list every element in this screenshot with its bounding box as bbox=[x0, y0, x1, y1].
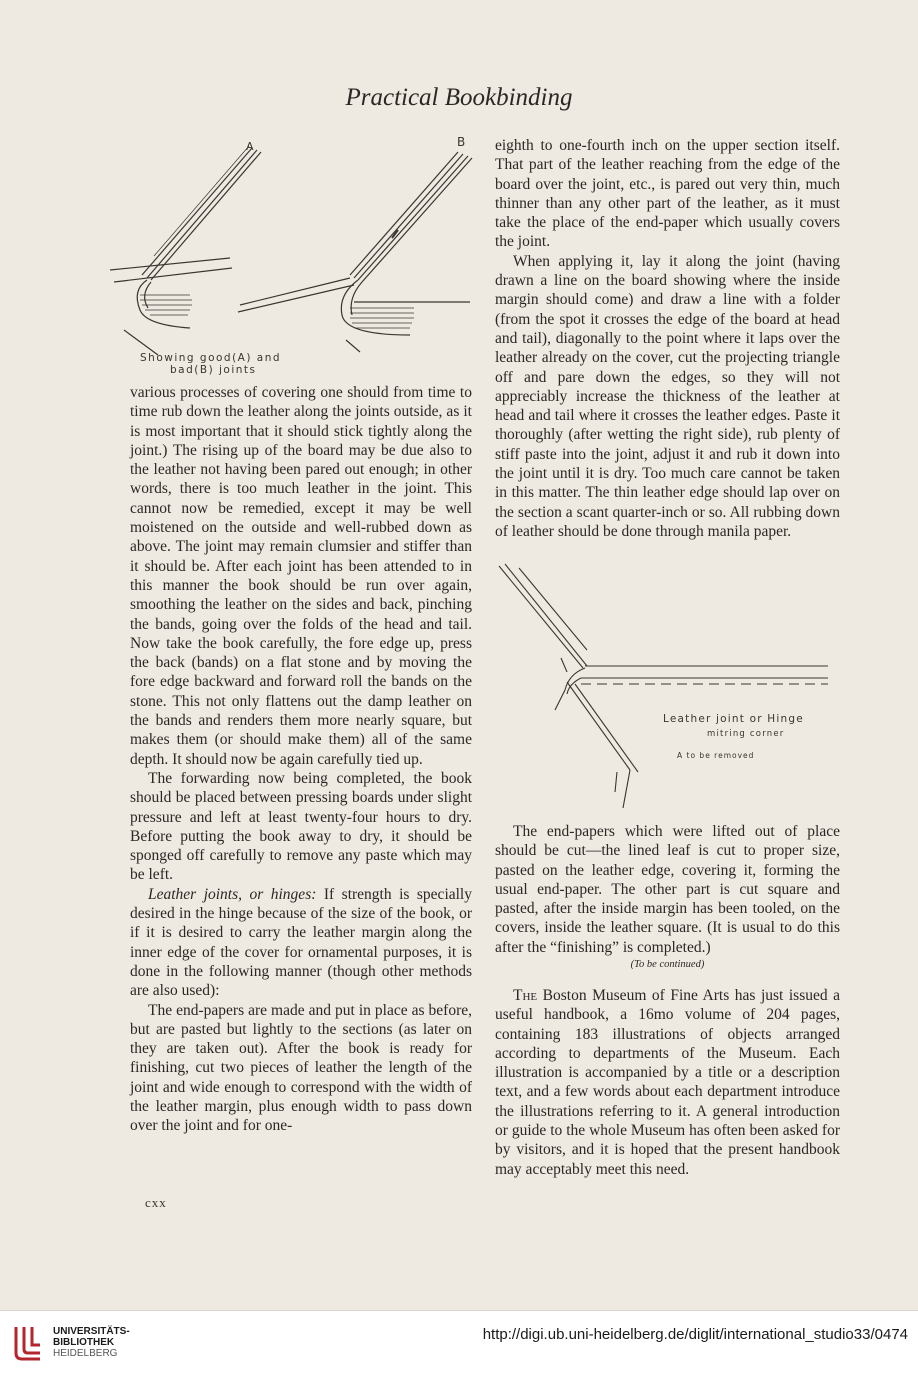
left-paragraph-4: The end-papers are made and put in place as before, but are pasted but lightly to the sections (as later on they are taken out). After the book is ready for finishing, cut two pieces of leather the length of the joint and wide enough to correspond with the width of the leather margin, plus enough width to pass down over the joint and for one- bbox=[130, 1001, 472, 1135]
footer-bar bbox=[0, 1310, 918, 1375]
left-column bbox=[130, 383, 472, 1136]
news-text: Boston Museum of Fine Arts has just issued a useful handbook, a 16mo volume of 204 pages, containing 183 illustrations of objects arranged according to departments of the Museum. Each illustration is accompanied by a title or a description text, and a few words about each department introduce the illustrations referring to it. A general introduction or guide to the whole Museum has often been asked for by visitors, and it is hoped that the present handbook may acceptably meet this need. bbox=[495, 987, 841, 1178]
right-column-top bbox=[495, 136, 840, 541]
left-paragraph-2: The forwarding now being completed, the book should be placed between pressing boards under slight pressure and left at least twenty-four hours to dry. Before putting the book away to dry, it should be sponged off carefully to remove any paste which may be left. bbox=[130, 769, 472, 884]
figure-mitring-diagram bbox=[495, 560, 840, 815]
institution-line2: BIBLIOTHEK bbox=[53, 1337, 115, 1348]
figure2-caption-line2: mitring corner bbox=[707, 729, 785, 739]
left-paragraph-1: various processes of covering one should from time to time rub down the leather along the joints outside, as it is most important that it should stick tightly along the joint.) The rising up of the board may be due also to the leather not having been pared out enough; in other words, there is too much leather in the joint. This cannot now be remedied, except it may be well moistened on the outside and well-rubbed down as above. The joint may remain clumsier and stiffer than it should be. After each joint has been attended to in this manner the book should be run over again, smoothing the leather on the sides and back, pinching the bands, going over the folds of the head and tail. Now take the book carefully, the fore edge up, press the back (bands) on a flat stone and by moving the fore edge backward and forward roll the bands on the stone. This not only flattens out the damp leather on the bands and renders them more nearly square, but makes them (or should make them) all of the same depth. It should now be again carefully tied up. bbox=[130, 384, 472, 768]
figure2-caption-line1: Leather joint or Hinge bbox=[663, 713, 804, 725]
library-logo-icon bbox=[10, 1323, 46, 1363]
label-b: B bbox=[457, 135, 466, 149]
figure-joints-diagram bbox=[110, 130, 480, 380]
leather-joints-heading: Leather joints, or hinges: bbox=[148, 885, 317, 903]
right-column-news bbox=[495, 986, 840, 1179]
right-paragraph-3: The end-papers which were lifted out of place should be cut—the lined leaf is cut to proper size, pasted on the leather edge, covering it, forming the usual end-paper. The other part is cut square and pasted, after the inside margin has been tooled, on the covers, inside the leather square. (It is usual to do this after the “finishing” is completed.) bbox=[495, 823, 840, 956]
right-paragraph-2: When applying it, lay it along the joint (having drawn a line on the board showing where the inside margin should come) and draw a line with a folder (from the spot it crosses the edge of the board at head and tail), diagonally to the point where it laps over the leather already on the cover, cut the projecting triangle off and pare down the edges, so they will not appreciably increase the thickness of the leather at head and tail where it crosses the leather edges. Paste it thoroughly (after wetting the right side), rub plenty of stiff paste into the joint, adjust it and rub it down into the joint until it is dry. Too much care cannot be taken in this matter. The thin leather edge should lap over on the section a scant quarter-inch or so. All rubbing down of leather should be done through manila paper. bbox=[495, 252, 840, 540]
to-be-continued: (To be continued) bbox=[630, 959, 705, 971]
institution-line1: UNIVERSITÄTS- bbox=[53, 1326, 130, 1337]
left-paragraph-3 bbox=[130, 885, 472, 1001]
institution-line3: HEIDELBERG bbox=[53, 1348, 118, 1359]
source-url-link[interactable]: http://digi.ub.uni-heidelberg.de/diglit/international_studio33/0474 bbox=[482, 1326, 908, 1343]
left-paragraph-3-text: If strength is specially desired in the hinge because of the size of the book, or if it is desired to carry the leather margin along the inner edge of the cover for ornamental purposes, it is done in the following manner (though other methods are also used): bbox=[130, 885, 472, 1000]
page-folio: cxx bbox=[145, 1195, 167, 1210]
institution-name bbox=[53, 1326, 130, 1359]
label-a: A bbox=[246, 140, 254, 153]
joints-diagram-svg bbox=[110, 130, 480, 380]
mitring-diagram-svg bbox=[495, 560, 840, 815]
news-paragraph bbox=[495, 986, 840, 1179]
news-lead-word: The bbox=[513, 987, 538, 1004]
figure2-caption-line3: A to be removed bbox=[677, 751, 755, 760]
right-paragraph-1: eighth to one-fourth inch on the upper section itself. That part of the leather reaching from the edge of the board over the joint, etc., is pared out very thin, much thinner than any other part of the leather, as it must take the place of the end-paper which usually covers the joint. bbox=[495, 137, 840, 251]
figure1-caption-line2: bad(B) joints bbox=[170, 364, 257, 376]
right-column-middle bbox=[495, 822, 840, 972]
figure1-caption-line1: Showing good(A) and bbox=[140, 352, 282, 364]
running-head: Practical Bookbinding bbox=[345, 84, 573, 111]
